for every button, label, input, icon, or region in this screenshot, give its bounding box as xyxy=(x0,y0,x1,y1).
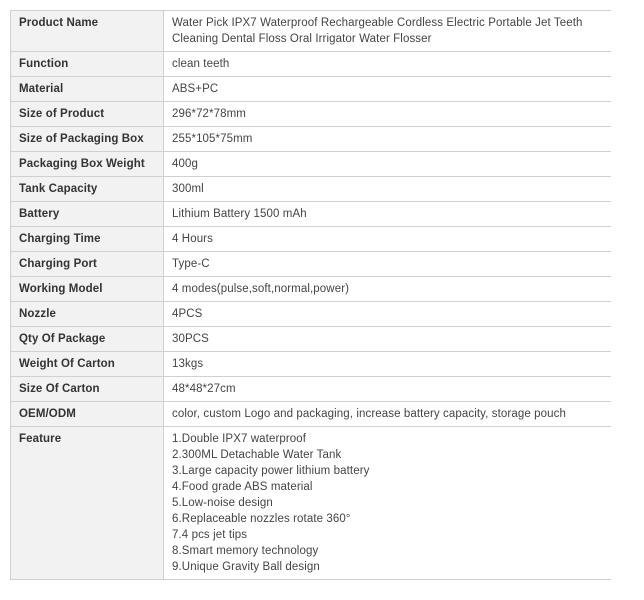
row-label: Weight Of Carton xyxy=(11,352,164,377)
table-row-packaging-box-weight xyxy=(11,152,611,177)
row-label: Size of Product xyxy=(11,102,164,127)
product-spec-table xyxy=(10,10,611,580)
row-label: Size of Packaging Box xyxy=(11,127,164,152)
row-value: Type-C xyxy=(164,252,611,277)
table-row-size-of-packaging-box xyxy=(11,127,611,152)
row-label: Material xyxy=(11,77,164,102)
row-label: Function xyxy=(11,52,164,77)
row-label: Feature xyxy=(11,427,164,580)
row-value: clean teeth xyxy=(164,52,611,77)
row-value: color, custom Logo and packaging, increase battery capacity, storage pouch xyxy=(164,402,611,427)
row-value: 4 Hours xyxy=(164,227,611,252)
row-label: Size Of Carton xyxy=(11,377,164,402)
row-label: Qty Of Package xyxy=(11,327,164,352)
row-label: OEM/ODM xyxy=(11,402,164,427)
feature-item: 7.4 pcs jet tips xyxy=(172,529,248,541)
table-row-nozzle xyxy=(11,302,611,327)
table-row-qty-of-package xyxy=(11,327,611,352)
feature-list xyxy=(164,427,611,580)
row-label: Working Model xyxy=(11,277,164,302)
feature-item: 8.Smart memory technology xyxy=(172,545,319,557)
row-value: 255*105*75mm xyxy=(164,127,611,152)
feature-item: 3.Large capacity power lithium battery xyxy=(172,465,370,477)
table-row-product-name xyxy=(11,11,611,52)
row-label: Charging Time xyxy=(11,227,164,252)
row-label: Battery xyxy=(11,202,164,227)
table-row-size-of-carton xyxy=(11,377,611,402)
table-row-weight-of-carton xyxy=(11,352,611,377)
table-row-oem-odm xyxy=(11,402,611,427)
feature-item: 6.Replaceable nozzles rotate 360° xyxy=(172,513,351,525)
row-value: Lithium Battery 1500 mAh xyxy=(164,202,611,227)
table-row-material xyxy=(11,77,611,102)
row-label: Product Name xyxy=(11,11,164,52)
row-label: Nozzle xyxy=(11,302,164,327)
row-value: 48*48*27cm xyxy=(164,377,611,402)
table-row-size-of-product xyxy=(11,102,611,127)
row-value: 30PCS xyxy=(164,327,611,352)
row-value: ABS+PC xyxy=(164,77,611,102)
feature-item: 9.Unique Gravity Ball design xyxy=(172,561,320,573)
table-row-feature xyxy=(11,427,611,580)
row-value: 296*72*78mm xyxy=(164,102,611,127)
feature-item: 4.Food grade ABS material xyxy=(172,481,313,493)
table-row-charging-port xyxy=(11,252,611,277)
row-value: 13kgs xyxy=(164,352,611,377)
table-row-working-model xyxy=(11,277,611,302)
table-row-function xyxy=(11,52,611,77)
row-value: Water Pick IPX7 Waterproof Rechargeable Cordless Electric Portable Jet Teeth Cleaning Dental Floss Oral Irrigator Water Flosser xyxy=(164,11,611,52)
row-label: Tank Capacity xyxy=(11,177,164,202)
row-value: 300ml xyxy=(164,177,611,202)
row-value: 4 modes(pulse,soft,normal,power) xyxy=(164,277,611,302)
row-label: Charging Port xyxy=(11,252,164,277)
feature-item: 1.Double IPX7 waterproof xyxy=(172,433,307,445)
table-row-tank-capacity xyxy=(11,177,611,202)
row-value: 400g xyxy=(164,152,611,177)
row-label: Packaging Box Weight xyxy=(11,152,164,177)
table-row-battery xyxy=(11,202,611,227)
row-value: 4PCS xyxy=(164,302,611,327)
feature-item: 5.Low-noise design xyxy=(172,497,273,509)
feature-item: 2.300ML Detachable Water Tank xyxy=(172,449,342,461)
table-row-charging-time xyxy=(11,227,611,252)
